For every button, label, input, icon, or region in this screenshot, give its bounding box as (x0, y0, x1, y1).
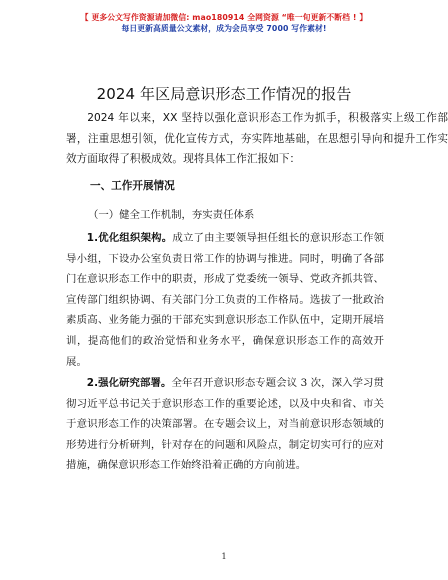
item-2-title: 2.强化研究部署。 (86, 377, 172, 389)
subsection-1-heading: （一）健全工作机制，夯实责任体系 (88, 209, 255, 221)
item-2-text: 全年召开意识形态专题会议 3 次，深入学习贯彻习近平总书记关于意识形态工作的重要论述，以及中央和省、市关于意识形态工作的决策部署。在专题会议上，对当前意识形态领域的形势进行分析研判，针对存在的问题和风险点，制定切实可行的应对措施，确保意识形态工作始终沿着正确的方向前进。 (66, 377, 384, 472)
item-1-title: 1.优化组织架构。 (86, 232, 173, 244)
promo-banner (0, 12, 448, 34)
page-number: 1 (221, 552, 227, 561)
document-title: 2024 年区局意识形态工作情况的报告 (96, 85, 352, 103)
promo-banner-line-2: 每日更新高质量公文素材，成为会员享受 7000 写作素材! (121, 24, 327, 33)
section-1-heading: 一、工作开展情况 (90, 180, 175, 192)
item-1-text: 成立了由主要领导担任组长的意识形态工作领导小组，下设办公室负责日常工作的协调与推进。同时，明确了各部门在意识形态工作中的职责，形成了党委统一领导、党政齐抓共管、宣传部门组织协调、有关部门分工负责的工作格局。选拔了一批政治素质高、业务能力强的干部充实到意识形态工作队伍中，定期开展培训，提高他们的政治觉悟和业务水平，确保意识形态工作的高效开展。 (66, 232, 384, 368)
promo-banner-line-1: 【 更多公文写作资源请加微信: mao180914 全网资源 “唯一旬更新不断档 ! 】 (80, 13, 368, 22)
intro-paragraph: 2024 年以来，XX 坚持以强化意识形态工作为抓手，积极落实上级工作部署，注重思想引领，优化宣传方式，夯实阵地基础，在思想引导向和提升工作实效方面取得了积极成效。现将具体工作汇报如下： (66, 112, 448, 165)
item-2-paragraph (66, 373, 384, 476)
item-1-paragraph (66, 228, 384, 372)
